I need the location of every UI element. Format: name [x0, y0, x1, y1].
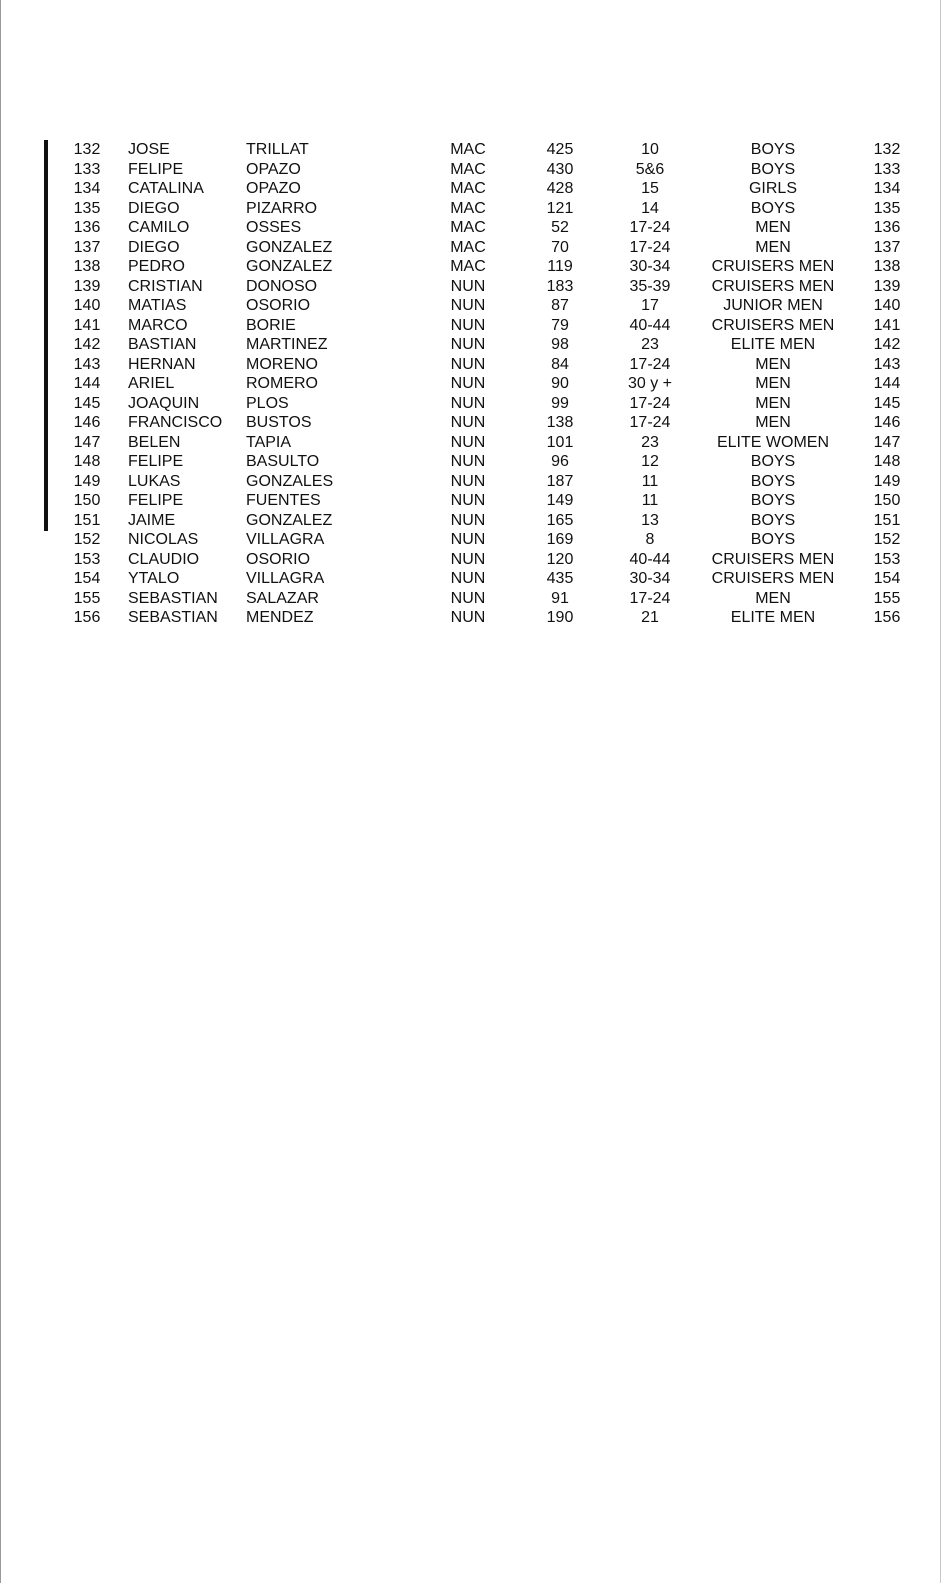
table-row [0, 179, 941, 199]
row-number-cell: 156 [73, 609, 101, 626]
plate-number-cell: 183 [546, 277, 574, 295]
club-code-cell: NUN [450, 609, 486, 626]
plate-number-cell: 430 [546, 160, 574, 178]
club-code-cell: MAC [450, 180, 486, 197]
category-cell: ELITE WOMEN [716, 433, 829, 451]
row-number-cell: 149 [73, 472, 101, 490]
category-cell: ELITE MEN [730, 609, 816, 626]
club-code-cell: NUN [450, 375, 486, 392]
table-row [0, 472, 941, 492]
rider-roster-table [0, 140, 941, 628]
table-row [0, 257, 941, 277]
last-name-cell: TRILLAT [246, 141, 309, 158]
club-code-cell: NUN [450, 511, 486, 529]
table-row [0, 277, 941, 297]
last-name-cell: ROMERO [246, 375, 318, 392]
first-name-cell: MARCO [128, 316, 188, 334]
age-cell: 10 [641, 141, 659, 158]
age-cell: 23 [641, 433, 659, 451]
last-name-cell: MARTINEZ [246, 336, 328, 353]
row-number-right-cell: 144 [873, 375, 901, 392]
last-name-cell: BORIE [246, 316, 296, 334]
first-name-cell: HERNAN [128, 355, 196, 373]
age-cell: 40-44 [629, 550, 671, 568]
table-row [0, 335, 941, 355]
row-number-cell: 152 [73, 531, 101, 548]
table-row [0, 608, 941, 628]
table-row [0, 491, 941, 511]
first-name-cell: JAIME [128, 511, 176, 529]
category-cell: MEN [755, 238, 791, 256]
category-cell: BOYS [750, 199, 796, 217]
age-cell: 35-39 [629, 277, 671, 295]
age-cell: 15 [641, 180, 659, 197]
category-cell: MEN [755, 375, 791, 392]
row-number-right-cell: 133 [873, 160, 901, 178]
category-cell: CRUISERS MEN [711, 550, 835, 568]
category-cell: CRUISERS MEN [711, 258, 835, 275]
row-number-cell: 132 [73, 141, 101, 158]
plate-number-cell: 90 [551, 375, 569, 392]
first-name-cell: SEBASTIAN [128, 609, 218, 626]
club-code-cell: NUN [450, 492, 486, 509]
age-cell: 17 [641, 297, 659, 314]
plate-number-cell: 121 [546, 199, 574, 217]
last-name-cell: OSORIO [246, 297, 311, 314]
table-row [0, 374, 941, 394]
table-row [0, 550, 941, 570]
row-number-right-cell: 140 [873, 297, 901, 314]
last-name-cell: VILLAGRA [246, 570, 325, 587]
row-number-cell: 155 [73, 589, 101, 607]
age-cell: 30 y + [627, 375, 673, 392]
row-number-right-cell: 156 [873, 609, 901, 626]
row-number-right-cell: 132 [873, 141, 901, 158]
row-number-cell: 136 [73, 219, 101, 236]
club-code-cell: NUN [450, 394, 486, 412]
row-number-cell: 135 [73, 199, 101, 217]
category-cell: BOYS [750, 160, 796, 178]
age-cell: 17-24 [629, 238, 671, 256]
table-row [0, 160, 941, 180]
category-cell: MEN [755, 414, 791, 431]
plate-number-cell: 101 [546, 433, 574, 451]
club-code-cell: MAC [450, 258, 486, 275]
category-cell: CRUISERS MEN [711, 277, 835, 295]
category-cell: BOYS [750, 453, 796, 470]
age-cell: 17-24 [629, 394, 671, 412]
club-code-cell: NUN [450, 550, 486, 568]
category-cell: MEN [755, 394, 791, 412]
first-name-cell: MATIAS [128, 297, 187, 314]
first-name-cell: LUKAS [128, 472, 181, 490]
row-number-right-cell: 148 [873, 453, 901, 470]
last-name-cell: VILLAGRA [246, 531, 325, 548]
first-name-cell: FELIPE [128, 492, 184, 509]
club-code-cell: NUN [450, 433, 486, 451]
plate-number-cell: 425 [546, 141, 574, 158]
row-number-right-cell: 135 [873, 199, 901, 217]
row-number-right-cell: 145 [873, 394, 901, 412]
row-number-right-cell: 150 [873, 492, 901, 509]
last-name-cell: GONZALEZ [246, 238, 333, 256]
first-name-cell: BELEN [128, 433, 181, 451]
last-name-cell: OSORIO [246, 550, 311, 568]
plate-number-cell: 428 [546, 180, 574, 197]
category-cell: BOYS [750, 492, 796, 509]
first-name-cell: DIEGO [128, 199, 180, 217]
plate-number-cell: 84 [551, 355, 569, 373]
row-number-right-cell: 138 [873, 258, 901, 275]
row-number-cell: 138 [73, 258, 101, 275]
club-code-cell: NUN [450, 277, 486, 295]
row-number-right-cell: 146 [873, 414, 901, 431]
table-row [0, 530, 941, 550]
category-cell: MEN [755, 355, 791, 373]
row-number-cell: 141 [73, 316, 101, 334]
table-row [0, 238, 941, 258]
row-number-right-cell: 154 [873, 570, 901, 587]
first-name-cell: JOAQUIN [128, 394, 200, 412]
row-number-right-cell: 134 [873, 180, 901, 197]
row-number-cell: 139 [73, 277, 101, 295]
row-number-cell: 143 [73, 355, 101, 373]
first-name-cell: DIEGO [128, 238, 180, 256]
club-code-cell: NUN [450, 336, 486, 353]
table-row [0, 394, 941, 414]
table-row [0, 569, 941, 589]
plate-number-cell: 79 [551, 316, 569, 334]
row-number-right-cell: 153 [873, 550, 901, 568]
age-cell: 8 [645, 531, 655, 548]
age-cell: 5&6 [635, 160, 665, 178]
club-code-cell: NUN [450, 453, 486, 470]
category-cell: BOYS [750, 141, 796, 158]
age-cell: 14 [641, 199, 659, 217]
row-number-cell: 144 [73, 375, 101, 392]
last-name-cell: FUENTES [246, 492, 321, 509]
plate-number-cell: 169 [546, 531, 574, 548]
club-code-cell: NUN [450, 316, 486, 334]
category-cell: MEN [755, 219, 791, 236]
plate-number-cell: 96 [551, 453, 569, 470]
age-cell: 17-24 [629, 219, 671, 236]
club-code-cell: NUN [450, 414, 486, 431]
plate-number-cell: 138 [546, 414, 574, 431]
last-name-cell: BUSTOS [246, 414, 312, 431]
last-name-cell: DONOSO [246, 277, 318, 295]
age-cell: 17-24 [629, 355, 671, 373]
category-cell: BOYS [750, 531, 796, 548]
plate-number-cell: 52 [551, 219, 569, 236]
row-number-cell: 134 [73, 180, 101, 197]
row-number-cell: 145 [73, 394, 101, 412]
club-code-cell: NUN [450, 589, 486, 607]
first-name-cell: YTALO [128, 570, 180, 587]
last-name-cell: TAPIA [246, 433, 292, 451]
first-name-cell: CATALINA [128, 180, 204, 197]
age-cell: 21 [641, 609, 659, 626]
plate-number-cell: 98 [551, 336, 569, 353]
row-number-cell: 140 [73, 297, 101, 314]
row-number-right-cell: 137 [873, 238, 901, 256]
club-code-cell: MAC [450, 199, 486, 217]
last-name-cell: GONZALEZ [246, 511, 333, 529]
row-number-cell: 137 [73, 238, 101, 256]
club-code-cell: MAC [450, 141, 486, 158]
first-name-cell: CRISTIAN [128, 277, 203, 295]
first-name-cell: NICOLAS [128, 531, 199, 548]
row-number-right-cell: 142 [873, 336, 901, 353]
club-code-cell: MAC [450, 238, 486, 256]
category-cell: ELITE MEN [730, 336, 816, 353]
table-row [0, 199, 941, 219]
table-row [0, 589, 941, 609]
age-cell: 11 [641, 492, 659, 509]
row-number-right-cell: 147 [873, 433, 901, 451]
row-number-right-cell: 149 [873, 472, 901, 490]
first-name-cell: CLAUDIO [128, 550, 200, 568]
category-cell: BOYS [750, 511, 796, 529]
row-number-right-cell: 155 [873, 589, 901, 607]
table-row [0, 355, 941, 375]
club-code-cell: NUN [450, 531, 486, 548]
plate-number-cell: 435 [546, 570, 574, 587]
table-row [0, 140, 941, 160]
row-number-right-cell: 139 [873, 277, 901, 295]
plate-number-cell: 149 [546, 492, 574, 509]
category-cell: CRUISERS MEN [711, 570, 835, 587]
first-name-cell: BASTIAN [128, 336, 197, 353]
row-number-cell: 146 [73, 414, 101, 431]
club-code-cell: NUN [450, 297, 486, 314]
last-name-cell: OPAZO [246, 180, 301, 197]
first-name-cell: FELIPE [128, 160, 184, 178]
last-name-cell: PLOS [246, 394, 289, 412]
table-row [0, 296, 941, 316]
row-number-cell: 147 [73, 433, 101, 451]
plate-number-cell: 120 [546, 550, 574, 568]
table-row [0, 218, 941, 238]
club-code-cell: MAC [450, 219, 486, 236]
table-row [0, 316, 941, 336]
plate-number-cell: 87 [551, 297, 569, 314]
category-cell: JUNIOR MEN [723, 297, 823, 314]
club-code-cell: NUN [450, 472, 486, 490]
row-number-cell: 148 [73, 453, 101, 470]
row-number-cell: 142 [73, 336, 101, 353]
category-cell: GIRLS [748, 180, 797, 197]
table-row [0, 452, 941, 472]
last-name-cell: OPAZO [246, 160, 301, 178]
age-cell: 30-34 [629, 258, 671, 275]
row-number-right-cell: 141 [873, 316, 901, 334]
plate-number-cell: 187 [546, 472, 574, 490]
age-cell: 23 [641, 336, 659, 353]
last-name-cell: MENDEZ [246, 609, 314, 626]
table-row [0, 511, 941, 531]
row-number-right-cell: 151 [873, 511, 901, 529]
last-name-cell: GONZALES [246, 472, 334, 490]
row-number-right-cell: 152 [873, 531, 901, 548]
plate-number-cell: 119 [547, 258, 573, 275]
last-name-cell: SALAZAR [246, 589, 319, 607]
club-code-cell: NUN [450, 570, 486, 587]
plate-number-cell: 70 [551, 238, 569, 256]
first-name-cell: JOSE [128, 141, 170, 158]
plate-number-cell: 190 [546, 609, 574, 626]
last-name-cell: PIZARRO [246, 199, 318, 217]
row-number-cell: 150 [73, 492, 101, 509]
table-row [0, 413, 941, 433]
first-name-cell: ARIEL [128, 375, 175, 392]
club-code-cell: MAC [450, 160, 486, 178]
age-cell: 17-24 [629, 589, 671, 607]
row-number-cell: 133 [73, 160, 101, 178]
first-name-cell: PEDRO [128, 258, 185, 275]
age-cell: 40-44 [629, 316, 671, 334]
category-cell: CRUISERS MEN [711, 316, 835, 334]
row-number-right-cell: 143 [873, 355, 901, 373]
last-name-cell: GONZALEZ [246, 258, 333, 275]
last-name-cell: MORENO [246, 355, 318, 373]
first-name-cell: SEBASTIAN [128, 589, 218, 607]
row-number-right-cell: 136 [873, 219, 901, 236]
age-cell: 17-24 [629, 414, 671, 431]
first-name-cell: CAMILO [128, 219, 190, 236]
plate-number-cell: 91 [551, 589, 569, 607]
age-cell: 30-34 [629, 570, 671, 587]
age-cell: 12 [641, 453, 659, 470]
row-number-cell: 153 [73, 550, 101, 568]
plate-number-cell: 165 [546, 511, 574, 529]
table-row [0, 433, 941, 453]
last-name-cell: OSSES [246, 219, 302, 236]
first-name-cell: FRANCISCO [128, 414, 223, 431]
age-cell: 13 [641, 511, 659, 529]
age-cell: 11 [641, 472, 659, 490]
club-code-cell: NUN [450, 355, 486, 373]
row-number-cell: 154 [73, 570, 101, 587]
last-name-cell: BASULTO [246, 453, 320, 470]
first-name-cell: FELIPE [128, 453, 184, 470]
plate-number-cell: 99 [551, 394, 569, 412]
category-cell: MEN [755, 589, 791, 607]
category-cell: BOYS [750, 472, 796, 490]
row-number-cell: 151 [73, 511, 101, 529]
